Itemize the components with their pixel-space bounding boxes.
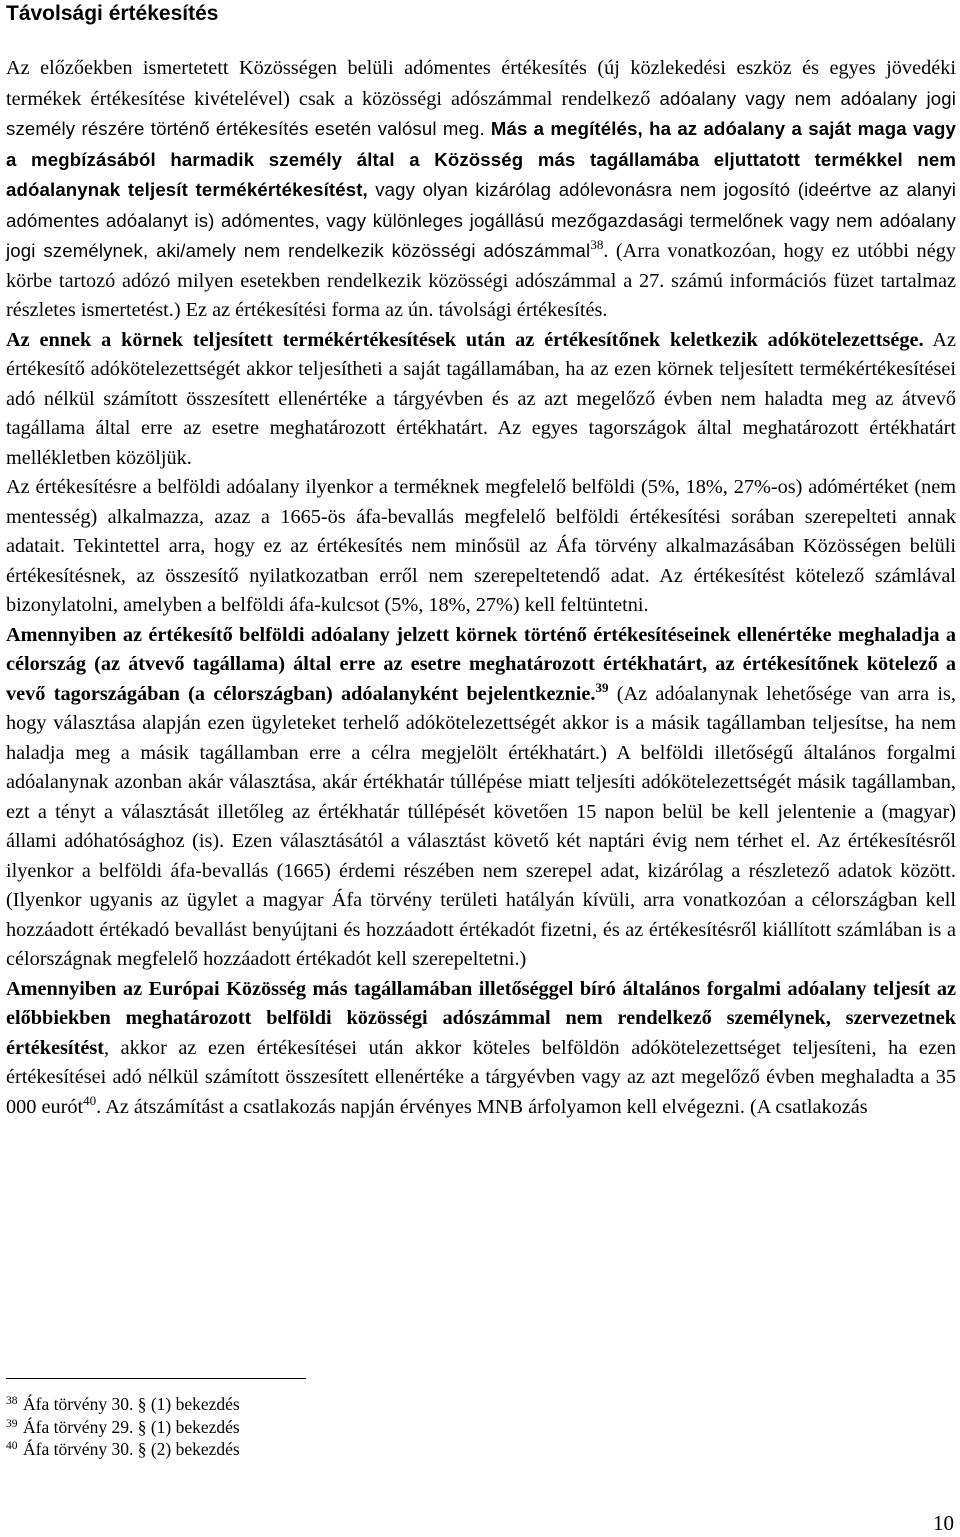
- footnote-ref-38: 38: [590, 237, 604, 252]
- footnote-ref-40: 40: [83, 1092, 97, 1108]
- footnotes: [6, 1378, 606, 1461]
- paragraph-1-bold-text: Más a megítélés, ha az adóalany a saját maga vagy a megbízásából harmadik személy által a Közösség más tagállamába eljuttatott termékkel nem adóalanynak teljesít termékértékesítést,: [6, 118, 957, 200]
- paragraph-5: [6, 975, 956, 1123]
- page-number: 10: [933, 1511, 954, 1535]
- paragraph-1-sans-text-2: vagy olyan kizárólag adólevonásra nem jogosító (ideértve az alanyi adómentes adóalanyt is) adómentes, vagy különleges jogállású mezőgazdasági termelőnek vagy nem adóalany jogi személynek, aki/amely nem rendelkezik közösségi adószámmal: [6, 179, 956, 261]
- paragraph-1-tail: (Arra vonatkozóan, hogy ez utóbbi négy körbe tartozó adózó milyen esetekben rendelkezik közösségi adószámmal a 27. számú információs füzet tartalmaz részletes ismertetést.) Ez az értékesítési forma az ún. távolsági értékesítés.: [6, 240, 956, 321]
- paragraph-5-text: , akkor az ezen értékesítései után akkor köteles belföldön adókötelezettséget teljesíteni, ha ezen értékesítései adó nélkül számított összesített ellenértéke a tárgyévben vagy az azt megelőző évben meghaladta a 35 000 eurót: [6, 1036, 956, 1118]
- paragraph-3: [6, 473, 956, 621]
- footnote-39: [6, 1416, 606, 1439]
- footnote-ref-39: 39: [595, 679, 609, 695]
- document-body: [6, 0, 956, 1122]
- paragraph-3-text: Az értékesítésre a belföldi adóalany ilyenkor a terméknek megfelelő belföldi (5%, 18%, 27%-os) adómértéket (nem mentesség) alkalmazza, azaz a 1665-ös áfa-bevallás megfelelő belföldi értékesítési sorában szerepelteti annak adatait. Tekintettel arra, hogy ez az értékesítés nem minősül az Áfa törvény alkalmazásában Közösségen belüli értékesítésnek, az összesítő nyilatkozatban erről nem szerepeltetendő adat. Az értékesítést kötelező számlával bizonylatolni, amelyben a belföldi áfa-kulcsot (5%, 18%, 27%) kell feltüntetni.: [6, 476, 956, 616]
- footnote-text: Áfa törvény 30. § (2) bekezdés: [23, 1439, 240, 1459]
- paragraph-1: [6, 54, 956, 326]
- footnote-40: [6, 1438, 606, 1461]
- footnote-separator: [6, 1378, 306, 1379]
- footnote-mark: 40: [6, 1440, 18, 1452]
- paragraph-1-dot: .: [603, 240, 609, 262]
- paragraph-4-text: (Az adóalanynak lehetősége van arra is, hogy választása alapján ezen ügyleteket terhelő adókötelezettségét akkor is a másik tagállamban teljesítse, ha nem haladja meg a másik tagállamban erre a célra megjelölt értékhatárt.) A belföldi illetőségű általános forgalmi adóalanynak azonban akár választása, akár értékhatár túllépése miatt teljesíti adókötelezettségét másik tagállamban, ezt a tényt a választását illetőleg az értékhatár túllépését követően 15 napon belül be kell jelentenie a (magyar) állami adóhatósághoz (is). Ezen választásától a választást követő két naptári évig nem térhet el. Az értékesítésről ilyenkor a belföldi áfa-bevallás (1665) érdemi részében nem szerepel adat, kizárólag a részletező adatok között. (Ilyenkor ugyanis az ügylet a magyar Áfa törvény területi hatályán kívüli, arra vonatkozóan a célországban kell hozzáadott értékadó bevallást benyújtani és hozzáadott értékadót fizetni, és az értékesítésről kiállított számlában is a célországnak megfelelő hozzáadott értékadót kell szerepeltetni.): [6, 682, 956, 970]
- paragraph-1-sans-text: adóalany vagy nem adóalany jogi személy részére történő értékesítés esetén valósul meg.: [6, 87, 957, 139]
- footnote-38: [6, 1393, 606, 1416]
- footnote-text: Áfa törvény 29. § (1) bekezdés: [23, 1416, 240, 1437]
- footnote-text: Áfa törvény 30. § (1) bekezdés: [23, 1394, 240, 1414]
- paragraph-4-bold-text: Amennyiben az értékesítő belföldi adóalany jelzett körnek történő értékesítéseinek ellenértéke meghaladja a célország (az átvevő tagállama) által erre az esetre meghatározott értékhatárt, az értékesítőnek kötelező a vevő tagországában (a célországban) adóalanyként bejelentkeznie.: [6, 623, 956, 705]
- paragraph-1-text: Az előzőekben ismertetett Közösségen belüli adómentes értékesítés (új közlekedési eszköz és egyes jövedéki termékek értékesítése kivételével) csak a közösségi adószámmal rendelkező: [6, 57, 956, 110]
- paragraph-2-text: Az értékesítő adókötelezettségét akkor teljesítheti a saját tagállamában, ha az ezen körnek teljesített termékértékesítései adó nélkül számított összesített ellenértéke a tárgyévben és az azt megelőző évben nem haladta meg az átvevő tagállama által erre az esetre meghatározott értékhatárt. Az egyes tagországok által meghatározott értékhatárt mellékletben közöljük.: [6, 328, 956, 469]
- paragraph-4: [6, 621, 956, 975]
- paragraph-5-tail: . Az átszámítást a csatlakozás napján érvényes MNB árfolyamon kell elvégezni. (A csatlakozás: [96, 1095, 868, 1118]
- paragraph-2-bold-text: Az ennek a körnek teljesített termékértékesítések után az értékesítőnek keletkezik adókötelezettsége.: [6, 328, 924, 351]
- heading-spacer: [6, 27, 956, 54]
- footnote-mark: 38: [6, 1395, 18, 1407]
- paragraph-5-bold-text: Amennyiben az Európai Közösség más tagállamában illetőséggel bíró általános forgalmi adóalany teljesít az előbbiekben meghatározott belföldi közösségi adószámmal nem rendelkező személynek, szervezetnek értékesítést: [6, 977, 956, 1059]
- section-heading: Távolsági értékesítés: [6, 2, 219, 25]
- paragraph-2: [6, 326, 956, 474]
- footnote-mark: 39: [6, 1417, 18, 1430]
